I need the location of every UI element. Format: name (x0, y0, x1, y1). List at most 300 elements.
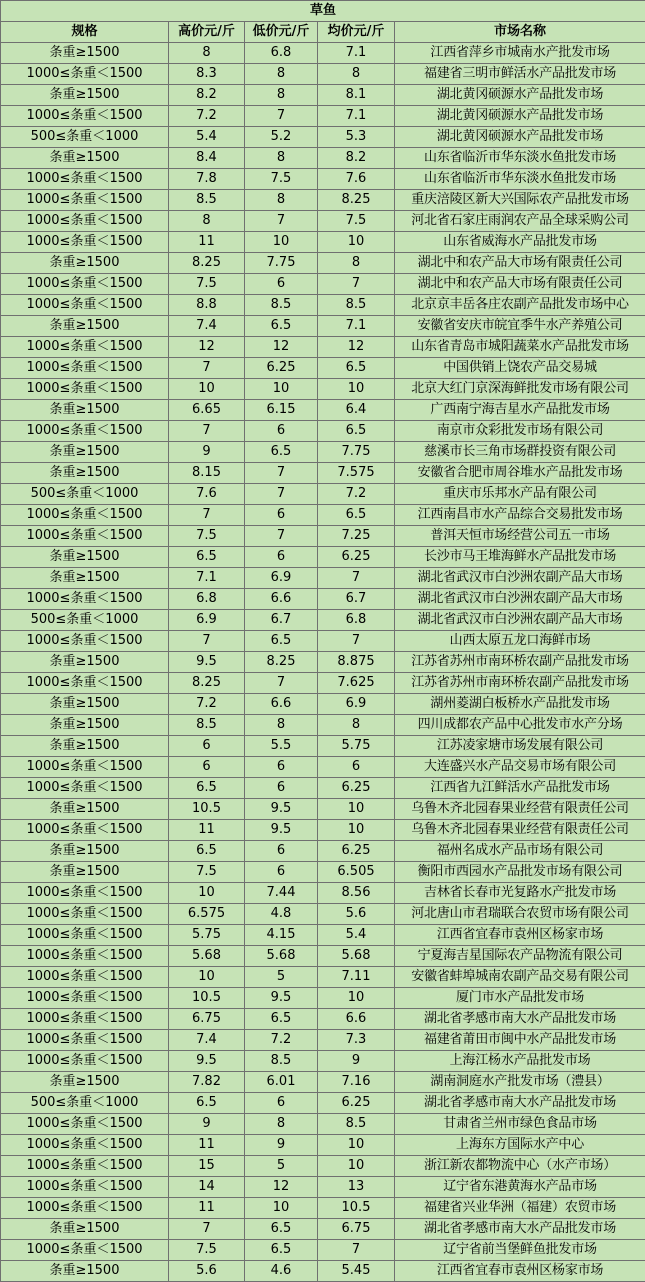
cell-market: 厦门市水产品批发市场 (395, 988, 645, 1009)
cell-high-price: 8 (169, 43, 245, 64)
cell-spec: 1000≤条重＜1500 (1, 190, 169, 211)
cell-spec: 500≤条重＜1000 (1, 484, 169, 505)
cell-low-price: 4.6 (245, 1261, 318, 1282)
cell-spec: 1000≤条重＜1500 (1, 232, 169, 253)
cell-avg-price: 8.56 (318, 883, 395, 904)
table-row (1, 43, 645, 64)
cell-market: 吉林省长春市光复路水产批发市场 (395, 883, 645, 904)
cell-market: 北京京丰岳各庄农副产品批发市场中心 (395, 295, 645, 316)
table-row (1, 1240, 645, 1261)
cell-market: 山西太原五龙口海鲜市场 (395, 631, 645, 652)
cell-avg-price: 6.8 (318, 610, 395, 631)
table-row (1, 421, 645, 442)
cell-low-price: 9 (245, 1135, 318, 1156)
cell-market: 湖北黄冈硕源水产品批发市场 (395, 106, 645, 127)
cell-avg-price: 10 (318, 820, 395, 841)
cell-high-price: 9.5 (169, 1051, 245, 1072)
table-row (1, 253, 645, 274)
cell-avg-price: 5.68 (318, 946, 395, 967)
cell-market: 普洱天恒市场经营公司五一市场 (395, 526, 645, 547)
cell-market: 江苏省苏州市南环桥农副产品批发市场 (395, 652, 645, 673)
cell-low-price: 6.25 (245, 358, 318, 379)
cell-market: 江西省九江鲜活水产品批发市场 (395, 778, 645, 799)
cell-high-price: 8.25 (169, 253, 245, 274)
table-row (1, 820, 645, 841)
table-row (1, 883, 645, 904)
cell-low-price: 4.15 (245, 925, 318, 946)
cell-low-price: 6.6 (245, 589, 318, 610)
table-title: 草鱼 (1, 1, 645, 22)
cell-market: 大连盛兴水产品交易市场有限公司 (395, 757, 645, 778)
cell-market: 湖北省武汉市白沙洲农副产品大市场 (395, 610, 645, 631)
table-row (1, 757, 645, 778)
table-row (1, 568, 645, 589)
cell-avg-price: 5.6 (318, 904, 395, 925)
table-row (1, 358, 645, 379)
cell-low-price: 7.5 (245, 169, 318, 190)
cell-avg-price: 7.6 (318, 169, 395, 190)
cell-spec: 条重≥1500 (1, 568, 169, 589)
cell-high-price: 10 (169, 379, 245, 400)
cell-spec: 1000≤条重＜1500 (1, 925, 169, 946)
cell-low-price: 9.5 (245, 988, 318, 1009)
cell-low-price: 5 (245, 1156, 318, 1177)
cell-low-price: 7 (245, 673, 318, 694)
cell-spec: 1000≤条重＜1500 (1, 883, 169, 904)
table-row (1, 1135, 645, 1156)
cell-low-price: 8 (245, 1114, 318, 1135)
table-row (1, 673, 645, 694)
cell-high-price: 7.2 (169, 694, 245, 715)
cell-low-price: 6 (245, 862, 318, 883)
cell-avg-price: 8 (318, 253, 395, 274)
cell-market: 四川成都农产品中心批发市水产分场 (395, 715, 645, 736)
cell-avg-price: 7.5 (318, 211, 395, 232)
cell-low-price: 8.25 (245, 652, 318, 673)
cell-low-price: 7 (245, 484, 318, 505)
cell-market: 福州名成水产品市场有限公司 (395, 841, 645, 862)
cell-avg-price: 6.505 (318, 862, 395, 883)
cell-market: 长沙市马王堆海鲜水产品批发市场 (395, 547, 645, 568)
cell-avg-price: 7 (318, 274, 395, 295)
cell-low-price: 6.9 (245, 568, 318, 589)
cell-low-price: 10 (245, 379, 318, 400)
cell-high-price: 7.4 (169, 316, 245, 337)
cell-spec: 1000≤条重＜1500 (1, 337, 169, 358)
table-row (1, 169, 645, 190)
cell-avg-price: 8.1 (318, 85, 395, 106)
cell-spec: 1000≤条重＜1500 (1, 211, 169, 232)
cell-spec: 1000≤条重＜1500 (1, 1198, 169, 1219)
cell-high-price: 8.3 (169, 64, 245, 85)
cell-high-price: 12 (169, 337, 245, 358)
cell-avg-price: 5.3 (318, 127, 395, 148)
cell-avg-price: 7 (318, 1240, 395, 1261)
table-row (1, 1051, 645, 1072)
cell-avg-price: 6.5 (318, 505, 395, 526)
cell-market: 辽宁省东港黄海水产品市场 (395, 1177, 645, 1198)
cell-market: 江西省宜春市袁州区杨家市场 (395, 925, 645, 946)
table-row (1, 190, 645, 211)
cell-high-price: 7.2 (169, 106, 245, 127)
table-row (1, 316, 645, 337)
cell-low-price: 6.5 (245, 316, 318, 337)
cell-spec: 条重≥1500 (1, 463, 169, 484)
cell-high-price: 11 (169, 1198, 245, 1219)
cell-avg-price: 12 (318, 337, 395, 358)
cell-spec: 1000≤条重＜1500 (1, 421, 169, 442)
cell-market: 安徽省安庆市皖宜季牛水产养殖公司 (395, 316, 645, 337)
cell-low-price: 6 (245, 421, 318, 442)
table-row (1, 1261, 645, 1282)
cell-spec: 条重≥1500 (1, 400, 169, 421)
cell-market: 重庆市乐邦水产品有限公司 (395, 484, 645, 505)
cell-spec: 1000≤条重＜1500 (1, 1177, 169, 1198)
cell-avg-price: 8.5 (318, 295, 395, 316)
cell-market: 湖北省武汉市白沙洲农副产品大市场 (395, 568, 645, 589)
cell-market: 安徽省合肥市周谷堆水产品批发市场 (395, 463, 645, 484)
cell-low-price: 7 (245, 526, 318, 547)
cell-spec: 1000≤条重＜1500 (1, 1114, 169, 1135)
cell-avg-price: 7.75 (318, 442, 395, 463)
cell-high-price: 7 (169, 358, 245, 379)
cell-market: 山东省青岛市城阳蔬菜水产品批发市场 (395, 337, 645, 358)
cell-avg-price: 8 (318, 715, 395, 736)
cell-avg-price: 7.625 (318, 673, 395, 694)
cell-market: 山东省临沂市华东淡水鱼批发市场 (395, 169, 645, 190)
table-row (1, 64, 645, 85)
cell-avg-price: 7.575 (318, 463, 395, 484)
cell-low-price: 8 (245, 715, 318, 736)
table-row (1, 1030, 645, 1051)
table-row (1, 211, 645, 232)
cell-high-price: 6.8 (169, 589, 245, 610)
cell-high-price: 5.75 (169, 925, 245, 946)
cell-spec: 1000≤条重＜1500 (1, 1051, 169, 1072)
cell-spec: 1000≤条重＜1500 (1, 274, 169, 295)
cell-avg-price: 10 (318, 379, 395, 400)
cell-spec: 1000≤条重＜1500 (1, 631, 169, 652)
table-row (1, 547, 645, 568)
cell-market: 福建省三明市鲜活水产品批发市场 (395, 64, 645, 85)
cell-high-price: 6.5 (169, 778, 245, 799)
cell-market: 中国供销上饶农产品交易城 (395, 358, 645, 379)
cell-avg-price: 13 (318, 1177, 395, 1198)
cell-spec: 条重≥1500 (1, 1261, 169, 1282)
cell-spec: 1000≤条重＜1500 (1, 967, 169, 988)
cell-market: 重庆涪陵区新大兴国际农产品批发市场 (395, 190, 645, 211)
cell-market: 乌鲁木齐北园春果业经营有限责任公司 (395, 799, 645, 820)
cell-spec: 1000≤条重＜1500 (1, 1156, 169, 1177)
cell-low-price: 12 (245, 1177, 318, 1198)
cell-high-price: 14 (169, 1177, 245, 1198)
cell-avg-price: 6.7 (318, 589, 395, 610)
cell-high-price: 11 (169, 820, 245, 841)
cell-avg-price: 7.3 (318, 1030, 395, 1051)
cell-high-price: 7 (169, 631, 245, 652)
cell-low-price: 7.2 (245, 1030, 318, 1051)
cell-spec: 1000≤条重＜1500 (1, 757, 169, 778)
cell-market: 江苏省苏州市南环桥农副产品批发市场 (395, 673, 645, 694)
cell-spec: 1000≤条重＜1500 (1, 988, 169, 1009)
cell-market: 上海江杨水产品批发市场 (395, 1051, 645, 1072)
cell-market: 江西南昌市水产品综合交易批发市场 (395, 505, 645, 526)
cell-high-price: 10.5 (169, 799, 245, 820)
cell-market: 衡阳市西园水产品批发市场有限公司 (395, 862, 645, 883)
cell-avg-price: 7.25 (318, 526, 395, 547)
cell-high-price: 10.5 (169, 988, 245, 1009)
cell-avg-price: 7.1 (318, 43, 395, 64)
cell-market: 甘肃省兰州市绿色食品市场 (395, 1114, 645, 1135)
table-row (1, 232, 645, 253)
cell-high-price: 6.5 (169, 547, 245, 568)
cell-market: 江苏凌家塘市场发展有限公司 (395, 736, 645, 757)
cell-spec: 1000≤条重＜1500 (1, 295, 169, 316)
cell-high-price: 7.5 (169, 862, 245, 883)
cell-low-price: 8.5 (245, 1051, 318, 1072)
cell-high-price: 6 (169, 736, 245, 757)
cell-market: 山东省临沂市华东淡水鱼批发市场 (395, 148, 645, 169)
table-body (1, 43, 645, 1282)
cell-avg-price: 10 (318, 1156, 395, 1177)
cell-low-price: 6.5 (245, 442, 318, 463)
cell-high-price: 7.5 (169, 526, 245, 547)
cell-avg-price: 6.25 (318, 841, 395, 862)
cell-spec: 1000≤条重＜1500 (1, 589, 169, 610)
cell-market: 福建省兴业华洲（福建）农贸市场 (395, 1198, 645, 1219)
cell-spec: 1000≤条重＜1500 (1, 1240, 169, 1261)
cell-avg-price: 5.75 (318, 736, 395, 757)
cell-spec: 1000≤条重＜1500 (1, 526, 169, 547)
cell-high-price: 15 (169, 1156, 245, 1177)
table-row (1, 652, 645, 673)
cell-avg-price: 6.25 (318, 1093, 395, 1114)
cell-spec: 条重≥1500 (1, 862, 169, 883)
table-row (1, 736, 645, 757)
table-row (1, 862, 645, 883)
cell-low-price: 8 (245, 190, 318, 211)
table-row (1, 148, 645, 169)
cell-avg-price: 5.45 (318, 1261, 395, 1282)
table-row (1, 379, 645, 400)
cell-avg-price: 6.9 (318, 694, 395, 715)
cell-high-price: 7 (169, 421, 245, 442)
cell-low-price: 5 (245, 967, 318, 988)
cell-avg-price: 7.16 (318, 1072, 395, 1093)
cell-high-price: 8.2 (169, 85, 245, 106)
cell-spec: 条重≥1500 (1, 148, 169, 169)
cell-low-price: 7 (245, 463, 318, 484)
cell-spec: 条重≥1500 (1, 1072, 169, 1093)
cell-spec: 条重≥1500 (1, 85, 169, 106)
cell-high-price: 7.82 (169, 1072, 245, 1093)
header-low-price: 低价元/斤 (245, 22, 318, 43)
cell-spec: 1000≤条重＜1500 (1, 778, 169, 799)
table-row (1, 778, 645, 799)
cell-low-price: 6.7 (245, 610, 318, 631)
cell-high-price: 7 (169, 1219, 245, 1240)
cell-low-price: 7 (245, 211, 318, 232)
cell-low-price: 6.15 (245, 400, 318, 421)
cell-high-price: 7.5 (169, 1240, 245, 1261)
cell-market: 乌鲁木齐北园春果业经营有限责任公司 (395, 820, 645, 841)
header-avg-price: 均价元/斤 (318, 22, 395, 43)
cell-avg-price: 9 (318, 1051, 395, 1072)
cell-low-price: 6.6 (245, 694, 318, 715)
cell-avg-price: 10 (318, 799, 395, 820)
cell-high-price: 9 (169, 1114, 245, 1135)
table-row (1, 442, 645, 463)
table-row (1, 1219, 645, 1240)
cell-low-price: 8 (245, 148, 318, 169)
cell-spec: 500≤条重＜1000 (1, 1093, 169, 1114)
cell-avg-price: 10 (318, 1135, 395, 1156)
cell-avg-price: 8 (318, 64, 395, 85)
cell-high-price: 7.4 (169, 1030, 245, 1051)
cell-low-price: 6 (245, 778, 318, 799)
table-row (1, 925, 645, 946)
cell-avg-price: 7.1 (318, 316, 395, 337)
cell-avg-price: 8.875 (318, 652, 395, 673)
cell-low-price: 6.5 (245, 1240, 318, 1261)
table-row (1, 715, 645, 736)
cell-spec: 1000≤条重＜1500 (1, 1030, 169, 1051)
cell-low-price: 8.5 (245, 295, 318, 316)
cell-high-price: 11 (169, 1135, 245, 1156)
cell-high-price: 8.25 (169, 673, 245, 694)
cell-low-price: 8 (245, 85, 318, 106)
cell-high-price: 10 (169, 883, 245, 904)
cell-spec: 500≤条重＜1000 (1, 127, 169, 148)
cell-avg-price: 7.2 (318, 484, 395, 505)
table-row (1, 1177, 645, 1198)
cell-avg-price: 10.5 (318, 1198, 395, 1219)
cell-market: 湖北省武汉市白沙洲农副产品大市场 (395, 589, 645, 610)
cell-spec: 1000≤条重＜1500 (1, 820, 169, 841)
cell-avg-price: 6.25 (318, 778, 395, 799)
cell-high-price: 6.65 (169, 400, 245, 421)
table-row (1, 1072, 645, 1093)
cell-avg-price: 5.4 (318, 925, 395, 946)
table-row (1, 904, 645, 925)
cell-low-price: 6 (245, 547, 318, 568)
cell-low-price: 9.5 (245, 799, 318, 820)
table-row (1, 85, 645, 106)
cell-market: 湖北省孝感市南大水产品批发市场 (395, 1093, 645, 1114)
header-row (1, 22, 645, 43)
cell-avg-price: 10 (318, 988, 395, 1009)
cell-low-price: 7.75 (245, 253, 318, 274)
table-row (1, 967, 645, 988)
cell-avg-price: 10 (318, 232, 395, 253)
cell-avg-price: 7.11 (318, 967, 395, 988)
cell-high-price: 7.1 (169, 568, 245, 589)
cell-market: 宁夏海吉星国际农产品物流有限公司 (395, 946, 645, 967)
cell-market: 湖北黄冈硕源水产品批发市场 (395, 85, 645, 106)
cell-spec: 1000≤条重＜1500 (1, 106, 169, 127)
cell-high-price: 5.68 (169, 946, 245, 967)
table-row (1, 400, 645, 421)
header-spec: 规格 (1, 22, 169, 43)
header-high-price: 高价元/斤 (169, 22, 245, 43)
cell-spec: 1000≤条重＜1500 (1, 1135, 169, 1156)
cell-high-price: 8 (169, 211, 245, 232)
table-row (1, 631, 645, 652)
cell-high-price: 7.5 (169, 274, 245, 295)
cell-avg-price: 6 (318, 757, 395, 778)
cell-avg-price: 7 (318, 631, 395, 652)
cell-low-price: 10 (245, 1198, 318, 1219)
cell-high-price: 6.5 (169, 1093, 245, 1114)
cell-spec: 1000≤条重＜1500 (1, 904, 169, 925)
cell-spec: 500≤条重＜1000 (1, 610, 169, 631)
cell-spec: 条重≥1500 (1, 547, 169, 568)
cell-avg-price: 7.1 (318, 106, 395, 127)
cell-spec: 条重≥1500 (1, 253, 169, 274)
table-row (1, 1009, 645, 1030)
cell-low-price: 6 (245, 841, 318, 862)
cell-high-price: 5.4 (169, 127, 245, 148)
table-row (1, 127, 645, 148)
cell-high-price: 8.4 (169, 148, 245, 169)
table-title-row (1, 1, 645, 22)
cell-market: 湖南洞庭水产批发市场（澧县） (395, 1072, 645, 1093)
cell-low-price: 6 (245, 1093, 318, 1114)
table-row (1, 463, 645, 484)
cell-avg-price: 8.5 (318, 1114, 395, 1135)
cell-low-price: 6.8 (245, 43, 318, 64)
cell-low-price: 12 (245, 337, 318, 358)
cell-high-price: 6.9 (169, 610, 245, 631)
cell-high-price: 5.6 (169, 1261, 245, 1282)
cell-market: 南京市众彩批发市场有限公司 (395, 421, 645, 442)
cell-avg-price: 7 (318, 568, 395, 589)
cell-spec: 1000≤条重＜1500 (1, 169, 169, 190)
cell-low-price: 6.5 (245, 631, 318, 652)
cell-spec: 条重≥1500 (1, 715, 169, 736)
cell-high-price: 6.575 (169, 904, 245, 925)
table-row (1, 988, 645, 1009)
cell-low-price: 6 (245, 757, 318, 778)
cell-spec: 1000≤条重＜1500 (1, 1009, 169, 1030)
cell-high-price: 11 (169, 232, 245, 253)
cell-market: 湖州菱湖白板桥水产品批发市场 (395, 694, 645, 715)
cell-spec: 1000≤条重＜1500 (1, 673, 169, 694)
cell-high-price: 10 (169, 967, 245, 988)
cell-high-price: 8.5 (169, 190, 245, 211)
table-row (1, 1156, 645, 1177)
cell-low-price: 8 (245, 64, 318, 85)
cell-low-price: 7 (245, 106, 318, 127)
cell-avg-price: 6.6 (318, 1009, 395, 1030)
cell-market: 河北省石家庄雨润农产品全球采购公司 (395, 211, 645, 232)
cell-low-price: 6.01 (245, 1072, 318, 1093)
cell-spec: 条重≥1500 (1, 799, 169, 820)
table-row (1, 1114, 645, 1135)
table-row (1, 106, 645, 127)
cell-low-price: 10 (245, 232, 318, 253)
table-row (1, 694, 645, 715)
cell-market: 慈溪市长三角市场群投资有限公司 (395, 442, 645, 463)
cell-spec: 条重≥1500 (1, 694, 169, 715)
cell-high-price: 6.5 (169, 841, 245, 862)
cell-spec: 1000≤条重＜1500 (1, 946, 169, 967)
table-row (1, 337, 645, 358)
cell-spec: 条重≥1500 (1, 442, 169, 463)
cell-spec: 条重≥1500 (1, 43, 169, 64)
cell-avg-price: 6.75 (318, 1219, 395, 1240)
header-market: 市场名称 (395, 22, 645, 43)
